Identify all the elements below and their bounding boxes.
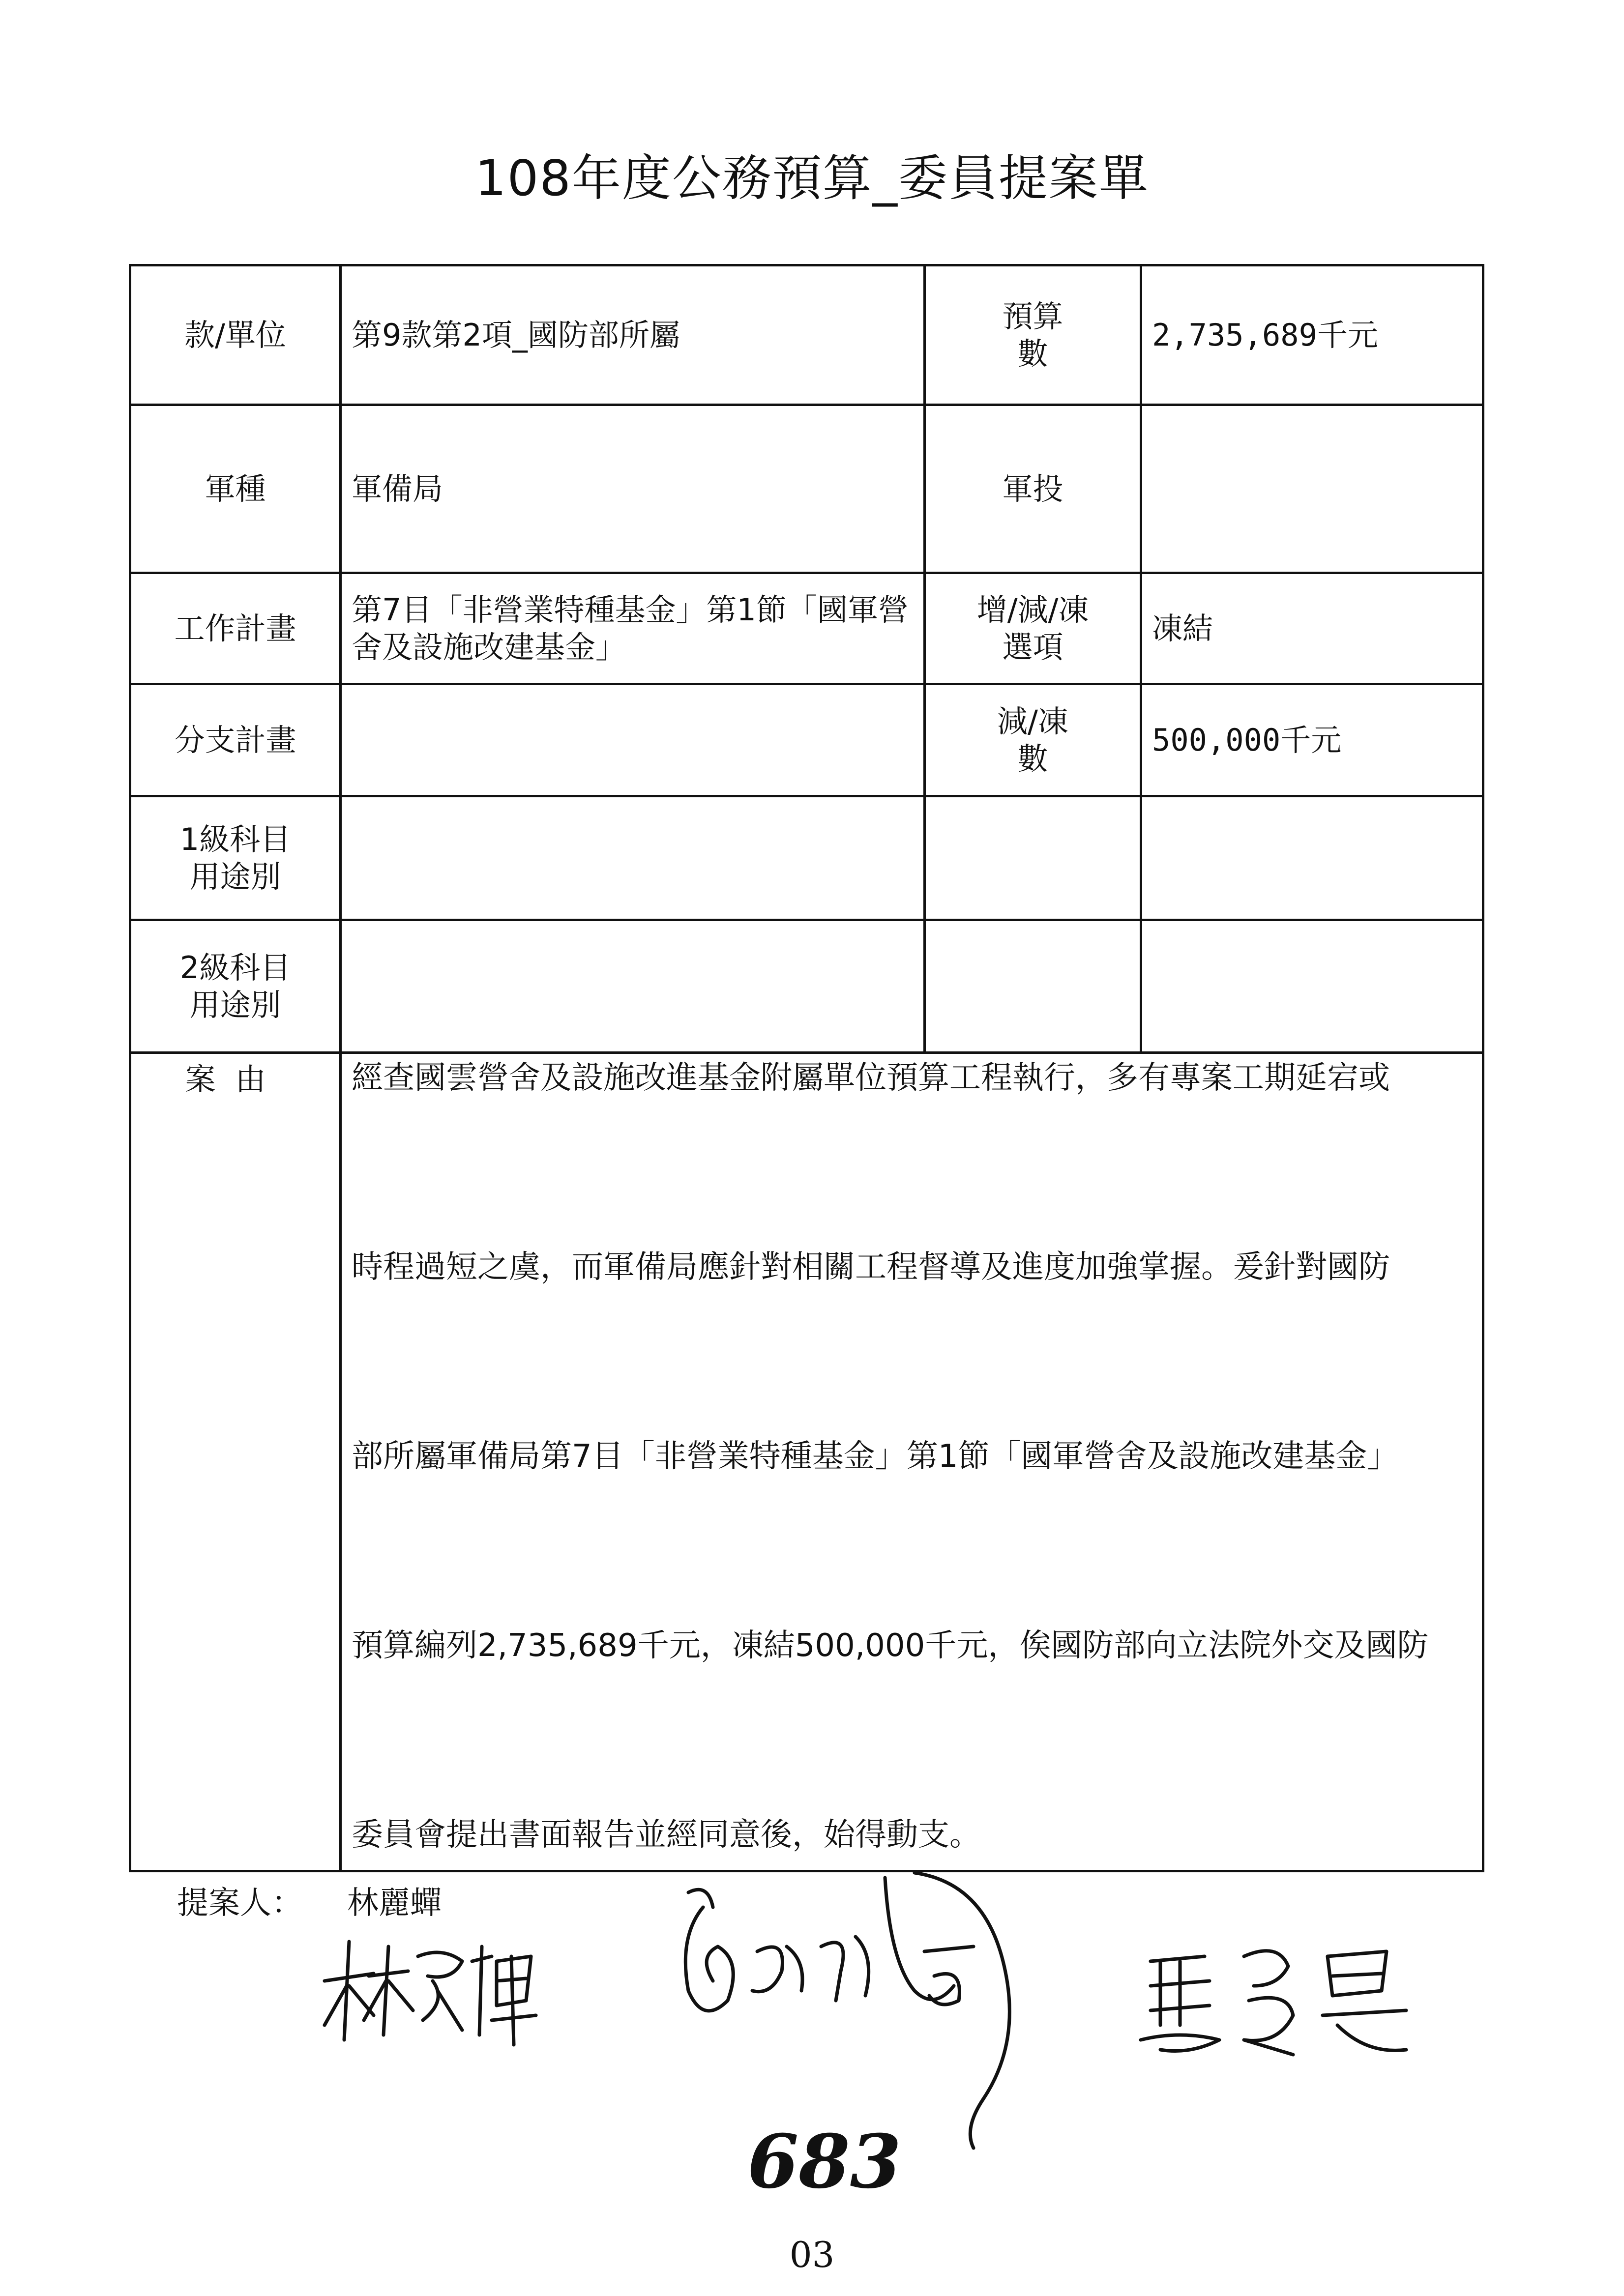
military-investment-label: 軍投 xyxy=(925,405,1141,573)
level2-extra-label xyxy=(925,920,1141,1053)
unit-label: 款/單位 xyxy=(130,265,341,405)
reason-line-1: 經查國雲營舍及設施改進基金附屬單位預算工程執行，多有專案工期延宕或 xyxy=(352,1060,1390,1096)
handwritten-page-number xyxy=(738,2114,902,2212)
service-label: 軍種 xyxy=(130,405,341,573)
level1-extra-label xyxy=(925,796,1141,920)
table-row-level1-subject xyxy=(130,796,1483,920)
reason-label: 案由 xyxy=(130,1053,341,1871)
proposal-table xyxy=(129,264,1484,1872)
proposer-name: 林麗蟬 xyxy=(347,1885,442,1921)
budget-amount-label: 預算 數 xyxy=(925,265,1141,405)
unit-value: 第9款第2項_國防部所屬 xyxy=(341,265,925,405)
work-plan-value: 第7目「非營業特種基金」第1節「國軍營舍及設施改建基金」 xyxy=(341,573,925,684)
level1-extra-value xyxy=(1141,796,1483,920)
table-row-work-plan xyxy=(130,573,1483,684)
level1-subject-label: 1級科目 用途別 xyxy=(130,796,341,920)
budget-amount-value: 2,735,689千元 xyxy=(1141,265,1483,405)
reason-line-2: 時程過短之虞，而軍備局應針對相關工程督導及進度加強掌握。爰針對國防 xyxy=(352,1249,1390,1285)
reason-line-5: 委員會提出書面報告並經同意後，始得動支。 xyxy=(352,1817,981,1853)
work-plan-label: 工作計畫 xyxy=(130,573,341,684)
table-row-reason xyxy=(130,1053,1483,1871)
table-row-branch-plan xyxy=(130,684,1483,796)
page-title: 108年度公務預算_委員提案單 xyxy=(475,149,1149,207)
level2-subject-label: 2級科目 用途別 xyxy=(130,920,341,1053)
reason-line-4: 預算編列2,735,689千元，凍結500,000千元，俟國防部向立法院外交及國防 xyxy=(352,1628,1429,1664)
branch-plan-value xyxy=(341,684,925,796)
proposer-label: 提案人： xyxy=(177,1885,303,1921)
action-option-label: 增/減/凍 選項 xyxy=(925,573,1141,684)
proposal-table-container xyxy=(129,264,1482,1872)
reduction-amount-label: 減/凍 數 xyxy=(925,684,1141,796)
proposer xyxy=(177,1878,442,1923)
table-row-level2-subject xyxy=(130,920,1483,1053)
handwritten-page-number-text: 683 xyxy=(747,2119,902,2205)
level1-subject-value xyxy=(341,796,925,920)
signature-1 xyxy=(315,1927,551,2055)
military-investment-value xyxy=(1141,405,1483,573)
level2-extra-value xyxy=(1141,920,1483,1053)
service-value: 軍備局 xyxy=(341,405,925,573)
branch-plan-label: 分支計畫 xyxy=(130,684,341,796)
table-row-unit xyxy=(130,265,1483,405)
table-row-service xyxy=(130,405,1483,573)
reason-line-3: 部所屬軍備局第7目「非營業特種基金」第1節「國軍營舍及設施改建基金」 xyxy=(352,1438,1399,1475)
action-option-value: 凍結 xyxy=(1141,573,1483,684)
reason-body xyxy=(341,1053,1483,1871)
signature-3 xyxy=(1131,1927,1436,2074)
page-number: 03 xyxy=(789,2234,835,2275)
reduction-amount-value: 500,000千元 xyxy=(1141,684,1483,796)
level2-subject-value xyxy=(341,920,925,1053)
